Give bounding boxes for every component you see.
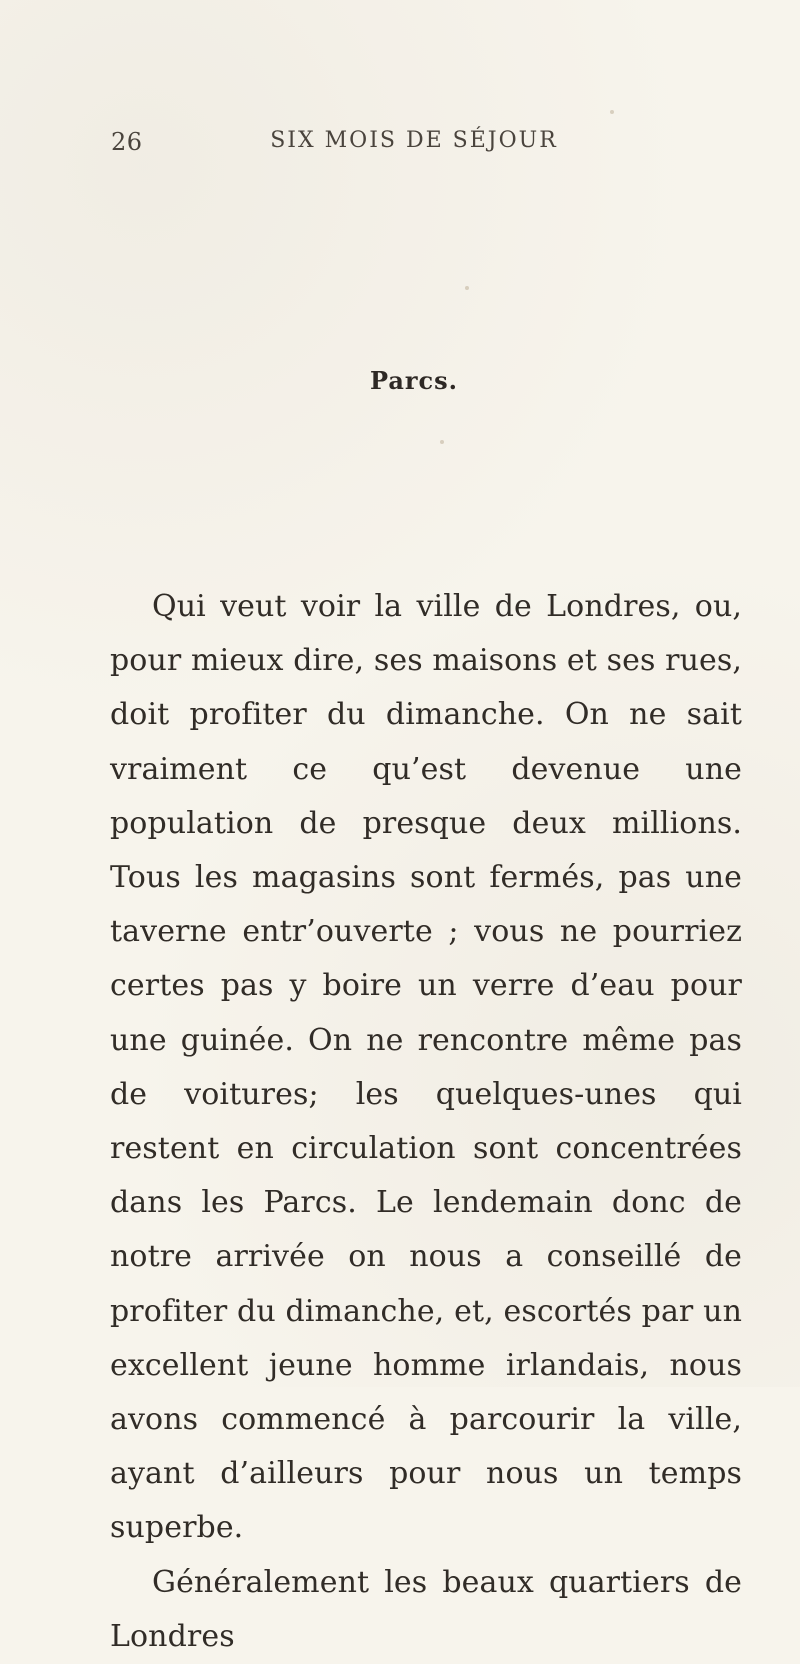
paper-speck	[610, 110, 614, 114]
paragraph: Généralement les beaux quartiers de Londres	[110, 1564, 742, 1654]
page-number: 26	[111, 128, 143, 156]
paper-speck	[465, 286, 469, 290]
paragraph: Qui veut voir la ville de Londres, ou, pour mieux dire, ses maisons et ses rues, doit profiter du dimanche. On ne sait vraiment ce qu’est devenue une population de presque deux millions. Tous les magasins sont fermés, pas une taverne entr’ouverte ; vous ne pourriez certes pas y boire un verre d’eau pour une guinée. On ne rencontre même pas de voitures; les quelques-unes qui restent en circulation sont concentrées dans les Parcs. Le lendemain donc de notre arrivée on nous a conseillé de profiter du dimanche, et, escortés par un excellent jeune homme irlandais, nous avons commencé à parcourir la ville, ayant d’ailleurs pour nous un temps superbe.	[110, 589, 742, 1546]
body-text	[110, 580, 742, 1664]
running-head: SIX MOIS DE SÉJOUR	[270, 128, 558, 153]
paper-speck	[440, 440, 444, 444]
section-title: Parcs.	[369, 366, 459, 395]
